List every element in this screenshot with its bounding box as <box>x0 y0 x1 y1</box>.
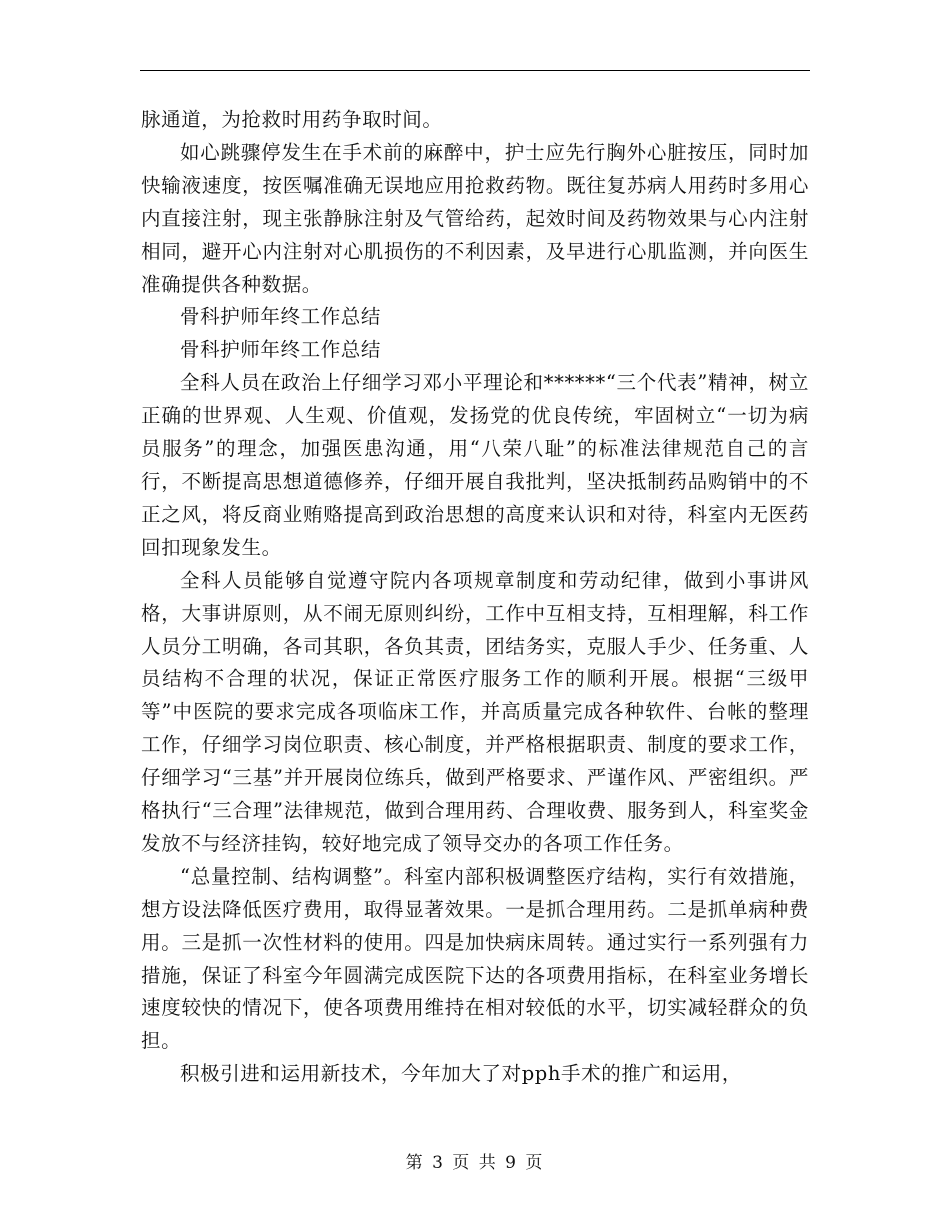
paragraph-5: “总量控制、结构调整”。科室内部积极调整医疗结构，实行有效措施，想方设法降低医疗费用，取得显著效果。一是抓合理用药。二是抓单病种费用。三是抓一次性材料的使用。四是加快病床周转。通过实行一系列强有力措施，保证了科室今年圆满完成医院下达的各项费用指标，在科室业务增长速度较快的情况下，使各项费用维持在相对较低的水平，切实减轻群众的负担。 <box>141 864 809 1053</box>
paragraph-4: 全科人员能够自觉遵守院内各项规章制度和劳动纪律，做到小事讲风格，大事讲原则，从不闹无原则纠纷，工作中互相支持，互相理解，科工作人员分工明确，各司其职，各负其责，团结务实，克服人手少、任务重、人员结构不合理的状况，保证正常医疗服务工作的顺利开展。根据“三级甲等”中医院的要求完成各项临床工作，并高质量完成各种软件、台帐的整理工作，仔细学习岗位职责、核心制度，并严格根据职责、制度的要求工作，仔细学习“三基”并开展岗位练兵，做到严格要求、严谨作风、严密组织。严格执行“三合理”法律规范，做到合理用药、合理收费、服务到人，科室奖金发放不与经济挂钩，较好地完成了领导交办的各项工作任务。 <box>141 568 809 855</box>
page-number-footer: 第 3 页 共 9 页 <box>405 1153 545 1173</box>
section-title-1: 骨科护师年终工作总结 <box>180 305 382 329</box>
paragraph-3: 全科人员在政治上仔细学习邓小平理论和******“三个代表”精神，树立正确的世界观、人生观、价值观，发扬党的优良传统，牢固树立“一切为病员服务”的理念，加强医患沟通，用“八荣八耻”的标准法律规范自己的言行，不断提高思想道德修养，仔细开展自我批判，坚决抵制药品购销中的不正之风，将反商业贿赂提高到政治思想的高度来认识和对待，科室内无医药回扣现象发生。 <box>141 371 809 559</box>
header-rule <box>140 70 810 71</box>
paragraph-2: 如心跳骤停发生在手术前的麻醉中，护士应先行胸外心脏按压，同时加快输液速度，按医嘱准确无误地应用抢救药物。既往复苏病人用药时多用心内直接注射，现主张静脉注射及气管给药，起效时间及药物效果与心内注射相同，避开心内注射对心肌损伤的不利因素，及早进行心肌监测，并向医生准确提供各种数据。 <box>141 140 809 296</box>
section-title-2: 骨科护师年终工作总结 <box>180 338 382 362</box>
document-body <box>141 104 809 1091</box>
paragraph-1: 脉通道，为抢救时用药争取时间。 <box>141 108 443 131</box>
paragraph-6: 积极引进和运用新技术，今年加大了对pph手术的推广和运用， <box>180 1062 742 1086</box>
